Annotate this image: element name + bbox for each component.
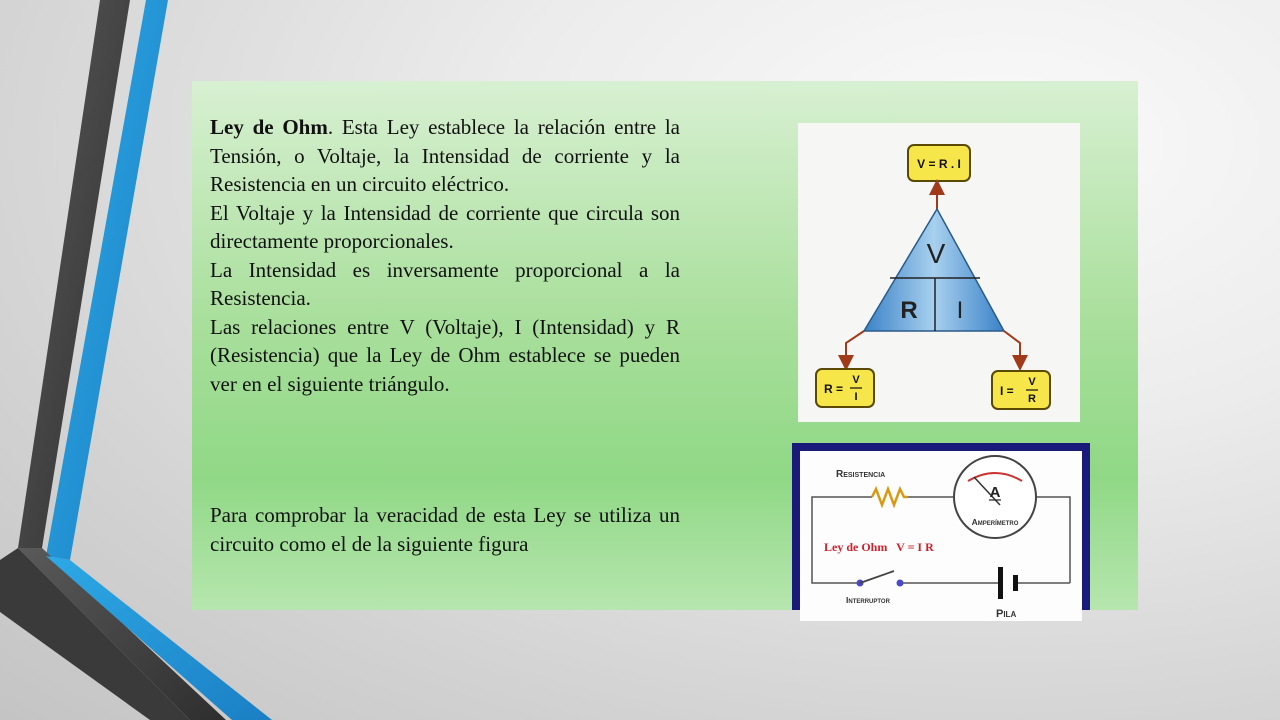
circuit-wire-top-left <box>812 497 872 505</box>
paragraph-direct-proportion: El Voltaje y la Intensidad de corriente que circula son directamente proporcionales. <box>210 200 680 253</box>
ohm-triangle <box>864 209 1004 331</box>
ammeter-label: Amperímetro <box>971 517 1019 527</box>
paragraph-verification: Para comprobar la veracidad de esta Ley se utiliza un circuito como el de la siguiente figura <box>210 503 680 556</box>
circuit-canvas <box>800 451 1082 621</box>
arrow-left <box>846 331 864 363</box>
ohm-triangle-figure <box>798 123 1080 422</box>
formula-v-text: V = R . I <box>917 157 961 171</box>
formula-r-den: I <box>854 391 858 403</box>
triangle-label-i: I <box>956 297 964 324</box>
formula-i-den: R <box>1028 393 1036 405</box>
ammeter-symbol: A <box>989 484 1001 501</box>
body-text <box>210 113 680 556</box>
formula-r-num: V <box>852 374 860 386</box>
content-panel <box>192 81 1138 620</box>
battery-long-plate <box>998 567 1003 599</box>
switch-contact-right <box>897 580 904 587</box>
paragraph-definition <box>210 113 680 199</box>
definition-text: . Esta Ley establece la relación entre la Tensión, o Voltaje, la Intensidad de corriente y la Resistencia en un circuito eléctrico. <box>210 115 680 196</box>
switch-label: Interruptor <box>846 595 890 605</box>
paragraph-relations: Las relaciones entre V (Voltaje), I (Intensidad) y R (Resistencia) que la Ley de Ohm establece se pueden ver en el siguiente triángulo. <box>210 314 680 396</box>
switch-lever <box>860 571 894 583</box>
paragraph-inverse-proportion: La Intensidad es inversamente proporcional a la Resistencia. <box>210 257 680 310</box>
circuit-wire-top-right <box>1036 497 1070 583</box>
formula-r-lhs: R = <box>824 382 844 396</box>
formula-i-num: V <box>1028 376 1036 388</box>
formula-i-lhs: I = <box>1000 384 1014 398</box>
battery-label: Pila <box>996 608 1017 620</box>
law-text: Ley de Ohm V = I R <box>824 540 934 554</box>
triangle-label-v: V <box>926 238 946 269</box>
triangle-label-r: R <box>900 297 918 324</box>
arrow-right <box>1004 331 1020 363</box>
battery-short-plate <box>1013 575 1018 591</box>
title-ley-de-ohm: Ley de Ohm <box>210 115 328 139</box>
resistor-icon <box>872 489 908 505</box>
ohm-circuit-figure <box>792 443 1090 620</box>
resistor-label: Resistencia <box>836 469 886 480</box>
